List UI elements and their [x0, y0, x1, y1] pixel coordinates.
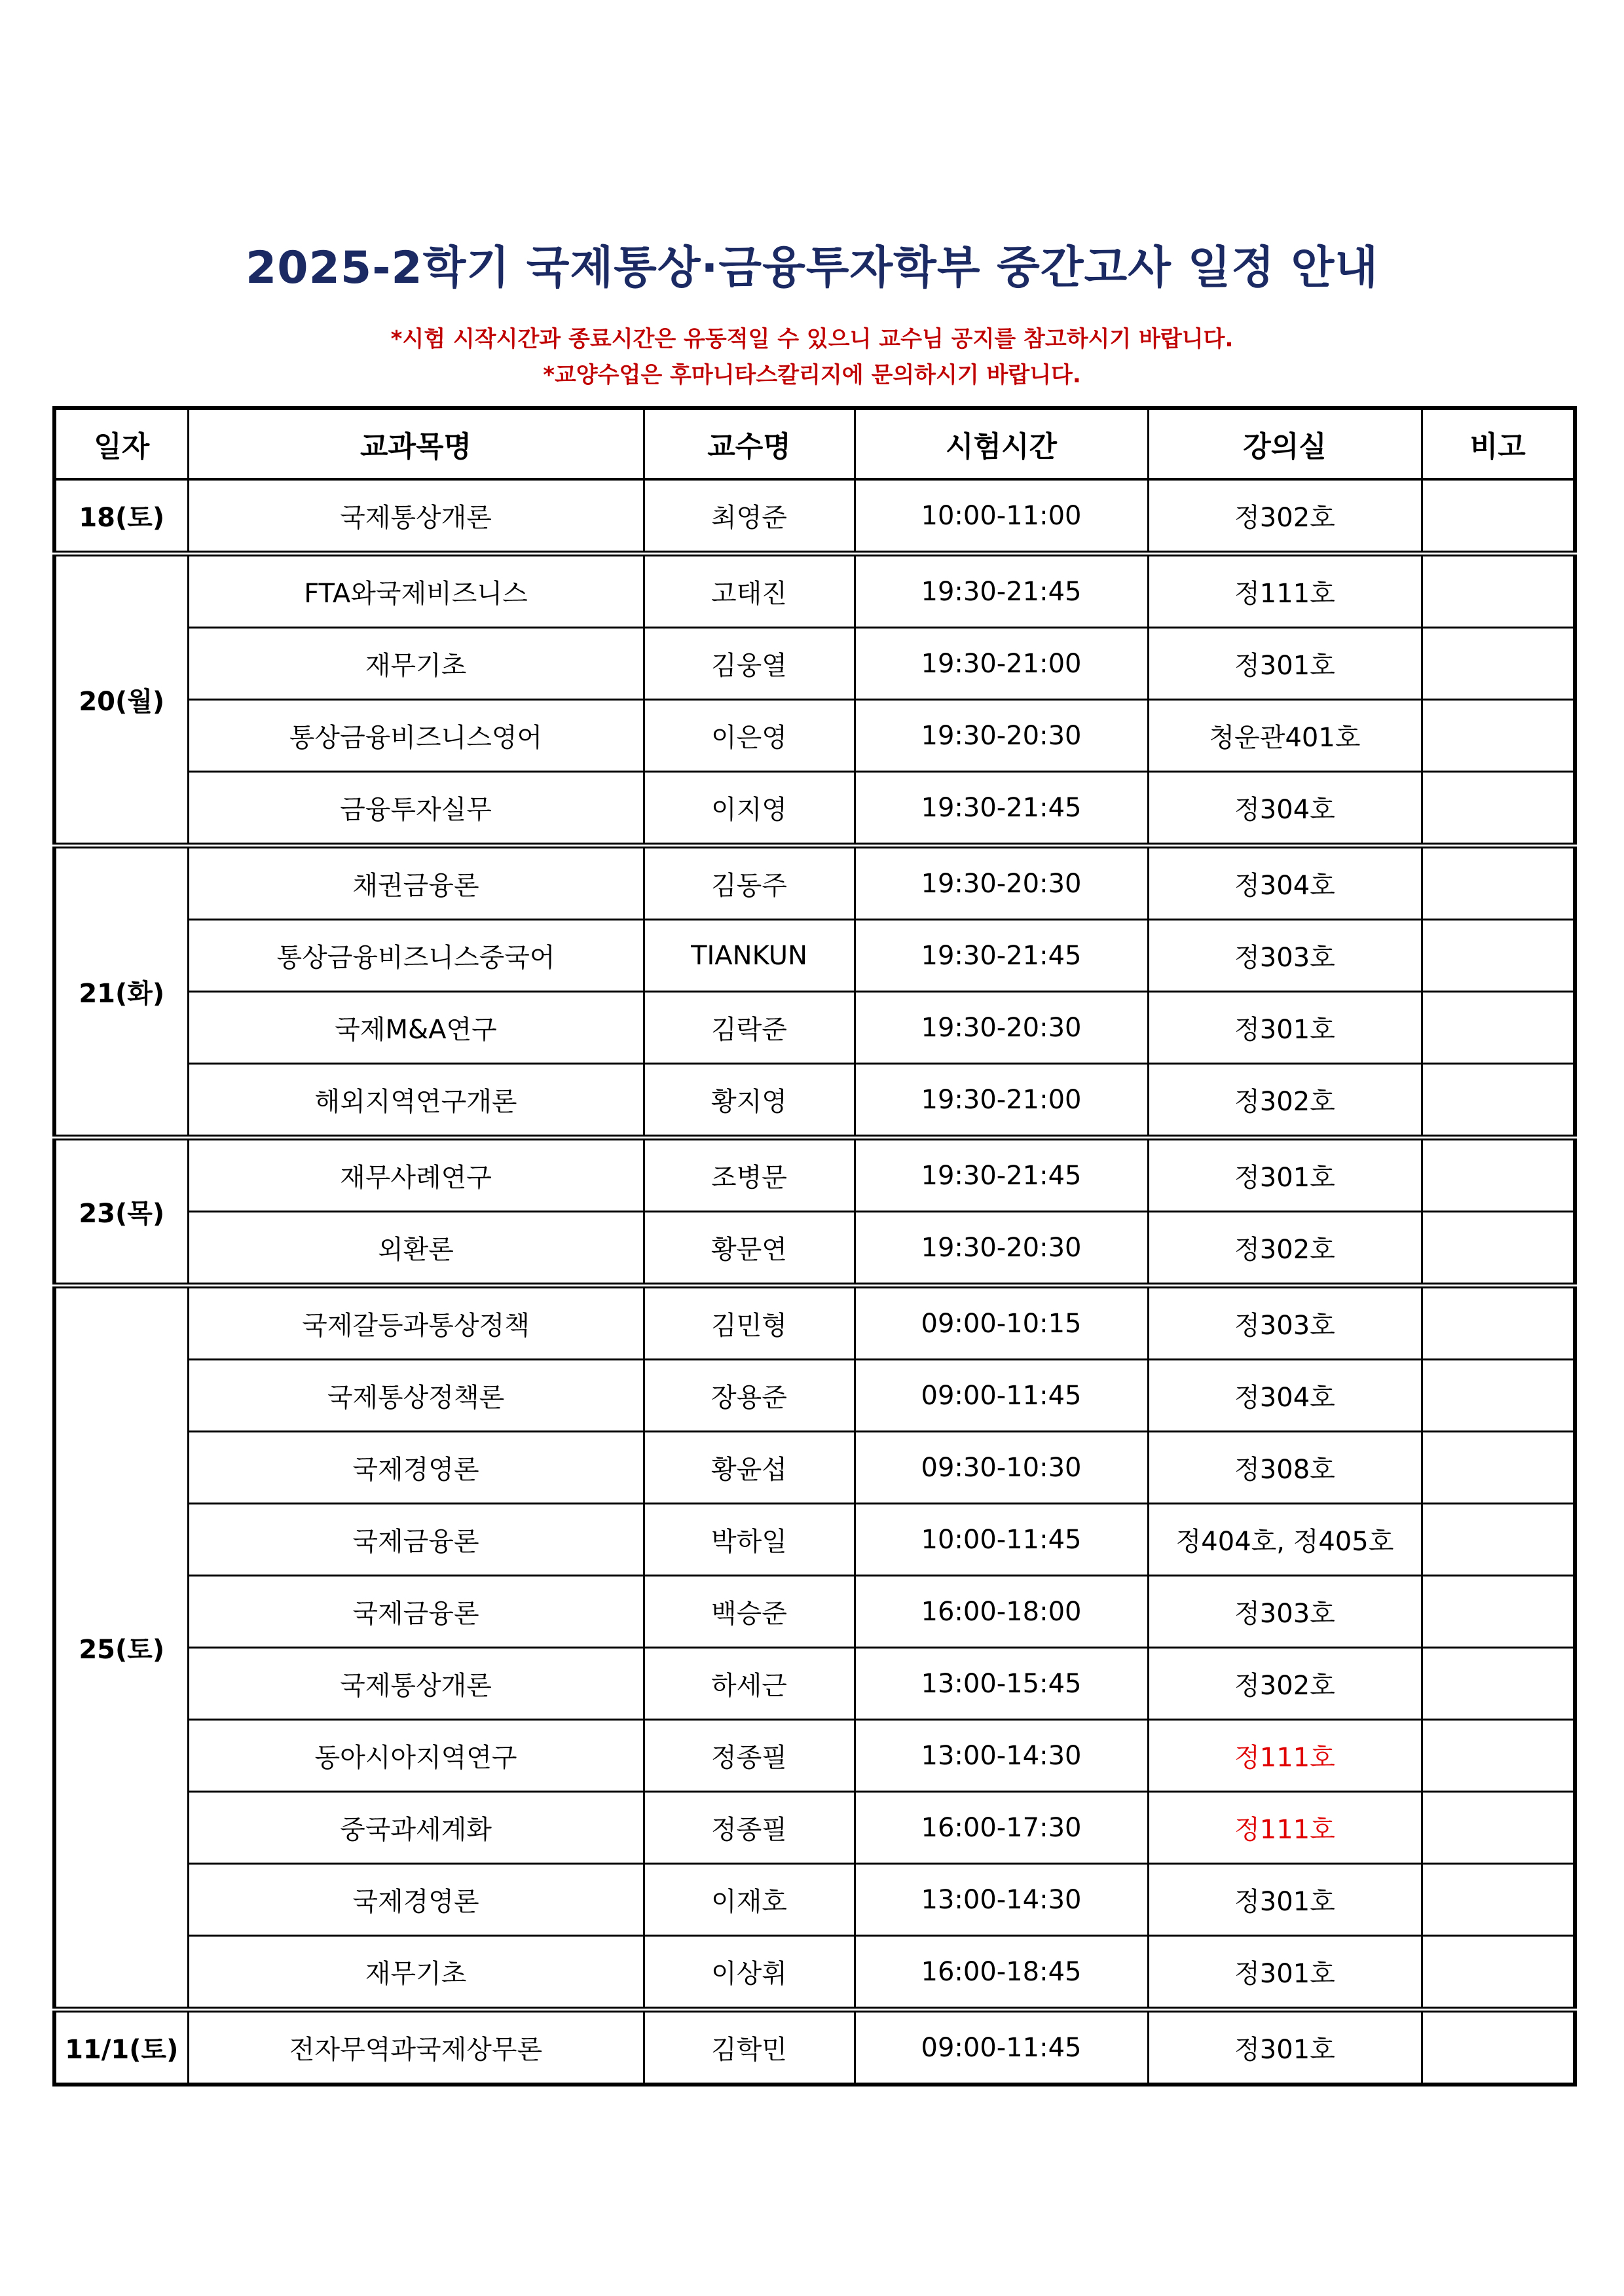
exam-time-cell: 19:30-21:00 — [855, 628, 1148, 700]
table-row — [54, 700, 1575, 772]
table-row — [54, 1432, 1575, 1504]
course-cell: 중국과세계화 — [188, 1792, 644, 1864]
room-cell: 정303호 — [1148, 920, 1422, 992]
note-cell — [1422, 920, 1575, 992]
table-row — [54, 1648, 1575, 1720]
note-cell — [1422, 1432, 1575, 1504]
table-row — [54, 920, 1575, 992]
course-cell: 전자무역과국제상무론 — [188, 2010, 644, 2085]
note-cell — [1422, 1648, 1575, 1720]
note-cell — [1422, 772, 1575, 846]
exam-time-cell: 19:30-21:45 — [855, 920, 1148, 992]
date-cell: 11/1(토) — [54, 2010, 188, 2085]
exam-time-cell: 19:30-21:45 — [855, 772, 1148, 846]
professor-cell: 하세근 — [644, 1648, 855, 1720]
course-cell: 국제통상개론 — [188, 479, 644, 554]
professor-cell: 고태진 — [644, 554, 855, 628]
course-cell: 외환론 — [188, 1212, 644, 1286]
room-cell: 청운관401호 — [1148, 700, 1422, 772]
exam-time-cell: 19:30-21:45 — [855, 1138, 1148, 1212]
professor-cell: 정종필 — [644, 1792, 855, 1864]
room-cell: 정303호 — [1148, 1286, 1422, 1360]
exam-time-cell: 19:30-20:30 — [855, 992, 1148, 1064]
professor-cell: 이재호 — [644, 1864, 855, 1936]
room-cell: 정303호 — [1148, 1576, 1422, 1648]
course-cell: 통상금융비즈니스중국어 — [188, 920, 644, 992]
professor-cell: 김락준 — [644, 992, 855, 1064]
table-row — [54, 479, 1575, 554]
date-cell: 20(월) — [54, 554, 188, 846]
note-cell — [1422, 554, 1575, 628]
course-cell: 국제통상정책론 — [188, 1360, 644, 1432]
note-cell — [1422, 628, 1575, 700]
date-cell: 21(화) — [54, 846, 188, 1138]
professor-cell: 이지영 — [644, 772, 855, 846]
exam-time-cell: 09:00-11:45 — [855, 1360, 1148, 1432]
table-row — [54, 1360, 1575, 1432]
course-cell: 국제경영론 — [188, 1432, 644, 1504]
exam-time-cell: 19:30-20:30 — [855, 1212, 1148, 1286]
note-cell — [1422, 1864, 1575, 1936]
note-cell — [1422, 1360, 1575, 1432]
course-cell: 국제금융론 — [188, 1504, 644, 1576]
professor-cell: 박하일 — [644, 1504, 855, 1576]
date-cell: 23(목) — [54, 1138, 188, 1286]
table-header-row — [54, 408, 1575, 479]
date-cell: 18(토) — [54, 479, 188, 554]
exam-time-cell: 13:00-15:45 — [855, 1648, 1148, 1720]
professor-cell: 김학민 — [644, 2010, 855, 2085]
exam-time-cell: 10:00-11:45 — [855, 1504, 1148, 1576]
table-row — [54, 1138, 1575, 1212]
room-cell: 정302호 — [1148, 1064, 1422, 1138]
professor-cell: 장용준 — [644, 1360, 855, 1432]
table-row — [54, 628, 1575, 700]
note-cell — [1422, 1792, 1575, 1864]
course-cell: 동아시아지역연구 — [188, 1720, 644, 1792]
professor-cell: 정종필 — [644, 1720, 855, 1792]
table-row — [54, 1504, 1575, 1576]
course-cell: 재무사례연구 — [188, 1138, 644, 1212]
exam-time-cell: 19:30-21:45 — [855, 554, 1148, 628]
professor-cell: 황문연 — [644, 1212, 855, 1286]
note-cell — [1422, 700, 1575, 772]
table-row — [54, 772, 1575, 846]
table-row — [54, 992, 1575, 1064]
table-row — [54, 1576, 1575, 1648]
table-row — [54, 2010, 1575, 2085]
exam-time-cell: 19:30-21:00 — [855, 1064, 1148, 1138]
exam-time-cell: 16:00-17:30 — [855, 1792, 1148, 1864]
table-row — [54, 1936, 1575, 2010]
exam-time-cell: 16:00-18:00 — [855, 1576, 1148, 1648]
table-row — [54, 1864, 1575, 1936]
course-cell: 재무기초 — [188, 1936, 644, 2010]
professor-cell: 백승준 — [644, 1576, 855, 1648]
note-cell — [1422, 1576, 1575, 1648]
table-row — [54, 1720, 1575, 1792]
course-cell: 국제갈등과통상정책 — [188, 1286, 644, 1360]
professor-cell: 조병문 — [644, 1138, 855, 1212]
professor-cell: 김민형 — [644, 1286, 855, 1360]
professor-cell: 김동주 — [644, 846, 855, 920]
exam-schedule-table — [52, 406, 1577, 2086]
table-row — [54, 1792, 1575, 1864]
room-cell: 정302호 — [1148, 1648, 1422, 1720]
header-date: 일자 — [54, 408, 188, 479]
room-cell: 정301호 — [1148, 992, 1422, 1064]
exam-time-cell: 13:00-14:30 — [855, 1720, 1148, 1792]
table-row — [54, 554, 1575, 628]
room-cell: 정301호 — [1148, 2010, 1422, 2085]
room-cell: 정302호 — [1148, 479, 1422, 554]
course-cell: 국제경영론 — [188, 1864, 644, 1936]
exam-time-cell: 09:00-11:45 — [855, 2010, 1148, 2085]
course-cell: 국제금융론 — [188, 1576, 644, 1648]
note-cell — [1422, 479, 1575, 554]
exam-time-cell: 16:00-18:45 — [855, 1936, 1148, 2010]
professor-cell: TIANKUN — [644, 920, 855, 992]
professor-cell: 이은영 — [644, 700, 855, 772]
notice-liberal-arts: *교양수업은 후마니타스칼리지에 문의하시기 바랍니다. — [543, 362, 1081, 388]
note-cell — [1422, 992, 1575, 1064]
header-professor: 교수명 — [644, 408, 855, 479]
course-cell: 국제M&A연구 — [188, 992, 644, 1064]
room-cell: 정404호, 정405호 — [1148, 1504, 1422, 1576]
room-cell: 정304호 — [1148, 1360, 1422, 1432]
professor-cell: 황지영 — [644, 1064, 855, 1138]
note-cell — [1422, 1936, 1575, 2010]
professor-cell: 이상휘 — [644, 1936, 855, 2010]
course-cell: 재무기초 — [188, 628, 644, 700]
note-cell — [1422, 2010, 1575, 2085]
note-cell — [1422, 1212, 1575, 1286]
room-cell: 정301호 — [1148, 628, 1422, 700]
professor-cell: 황윤섭 — [644, 1432, 855, 1504]
exam-time-cell: 10:00-11:00 — [855, 479, 1148, 554]
course-cell: 금융투자실무 — [188, 772, 644, 846]
header-note: 비고 — [1422, 408, 1575, 479]
note-cell — [1422, 1720, 1575, 1792]
table-row — [54, 1212, 1575, 1286]
room-cell: 정301호 — [1148, 1936, 1422, 2010]
course-cell: 국제통상개론 — [188, 1648, 644, 1720]
table-body — [54, 479, 1575, 2085]
room-cell: 정304호 — [1148, 772, 1422, 846]
exam-time-cell: 13:00-14:30 — [855, 1864, 1148, 1936]
header-room: 강의실 — [1148, 408, 1422, 479]
room-cell: 정302호 — [1148, 1212, 1422, 1286]
room-cell: 정111호 — [1148, 1792, 1422, 1864]
course-cell: 해외지역연구개론 — [188, 1064, 644, 1138]
exam-time-cell: 09:00-10:15 — [855, 1286, 1148, 1360]
note-cell — [1422, 1504, 1575, 1576]
room-cell: 정301호 — [1148, 1138, 1422, 1212]
course-cell: 채권금융론 — [188, 846, 644, 920]
note-cell — [1422, 1138, 1575, 1212]
table-row — [54, 846, 1575, 920]
professor-cell: 최영준 — [644, 479, 855, 554]
room-cell: 정111호 — [1148, 1720, 1422, 1792]
note-cell — [1422, 846, 1575, 920]
note-cell — [1422, 1286, 1575, 1360]
page-title: 2025-2학기 국제통상·금융투자학부 중간고사 일정 안내 — [245, 242, 1379, 294]
header-course: 교과목명 — [188, 408, 644, 479]
exam-time-cell: 19:30-20:30 — [855, 846, 1148, 920]
course-cell: 통상금융비즈니스영어 — [188, 700, 644, 772]
room-cell: 정111호 — [1148, 554, 1422, 628]
table-row — [54, 1064, 1575, 1138]
professor-cell: 김웅열 — [644, 628, 855, 700]
header-exam-time: 시험시간 — [855, 408, 1148, 479]
note-cell — [1422, 1064, 1575, 1138]
notice-time: *시험 시작시간과 종료시간은 유동적일 수 있으니 교수님 공지를 참고하시기 바랍니다. — [390, 326, 1234, 352]
room-cell: 정304호 — [1148, 846, 1422, 920]
exam-time-cell: 19:30-20:30 — [855, 700, 1148, 772]
course-cell: FTA와국제비즈니스 — [188, 554, 644, 628]
date-cell: 25(토) — [54, 1286, 188, 2010]
table-row — [54, 1286, 1575, 1360]
room-cell: 정301호 — [1148, 1864, 1422, 1936]
exam-time-cell: 09:30-10:30 — [855, 1432, 1148, 1504]
room-cell: 정308호 — [1148, 1432, 1422, 1504]
